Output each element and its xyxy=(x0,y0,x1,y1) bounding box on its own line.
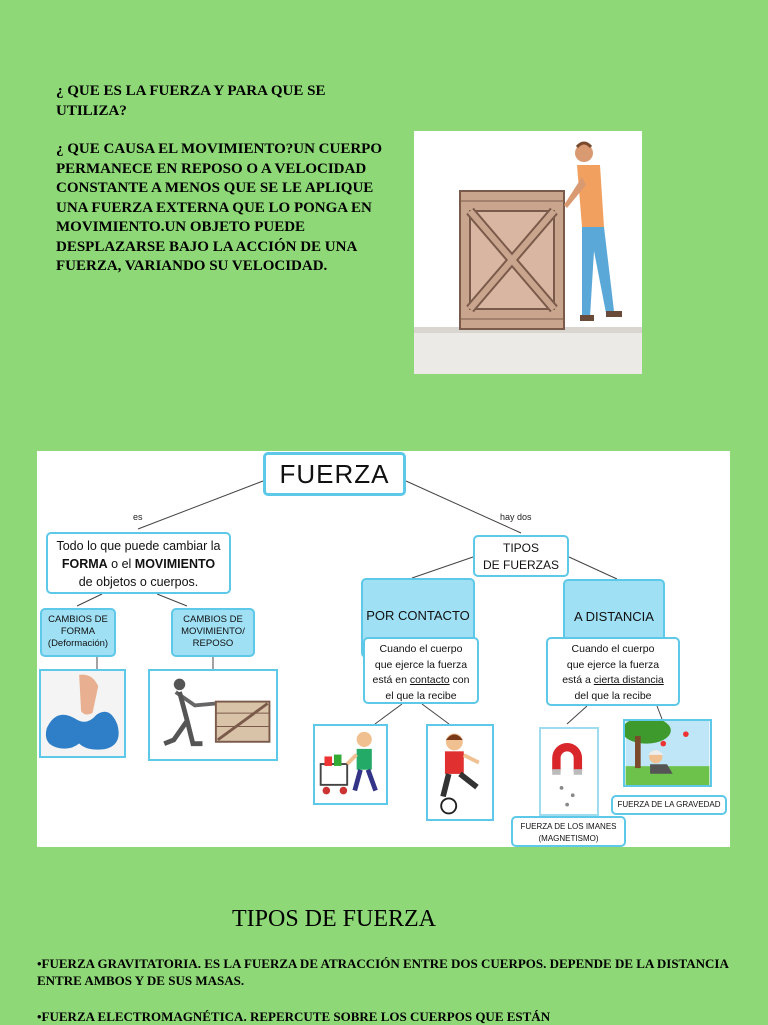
definition-line1: Todo lo que puede cambiar la xyxy=(56,539,221,553)
distancia-description xyxy=(546,637,680,706)
definition-o-el: o el xyxy=(107,557,135,571)
person-pushing-box-image xyxy=(148,669,278,761)
map-title: FUERZA xyxy=(263,452,406,496)
caption-imanes-line2: (MAGNETISMO) xyxy=(538,834,599,843)
contacto-desc-line1: Cuando el cuerpo xyxy=(379,643,463,655)
magnet-image xyxy=(539,727,599,816)
definition-line2 xyxy=(48,555,229,573)
child-pushing-cart-image xyxy=(313,724,388,805)
a-distancia-box: A DISTANCIA xyxy=(563,579,665,655)
distancia-desc-line4: del que la recibe xyxy=(574,689,652,702)
cambios-movimiento-line1: CAMBIOS DE xyxy=(183,614,243,625)
definition-line3: de objetos o cuerpos. xyxy=(78,575,199,589)
distancia-desc-line3 xyxy=(548,673,678,689)
contacto-desc-underline: contacto xyxy=(409,674,450,686)
contacto-description xyxy=(363,637,479,704)
caption-imanes xyxy=(511,816,626,847)
paragraph-electromagnetica: •FUERZA ELECTROMAGNÉTICA. REPERCUTE SOBRE LOS CUERPOS QUE ESTÁN xyxy=(37,1009,551,1024)
caption-gravedad: FUERZA DE LA GRAVEDAD xyxy=(611,795,727,815)
cambios-movimiento-line2: MOVIMIENTO/ xyxy=(181,626,245,637)
link-label-hay-dos: hay dos xyxy=(500,512,532,522)
definition-box xyxy=(46,532,231,594)
distancia-desc-line1: Cuando el cuerpo xyxy=(571,643,655,655)
caption-imanes-line1: FUERZA DE LOS IMANES xyxy=(520,822,617,831)
contacto-desc-line4: el que la recibe xyxy=(385,689,457,702)
newton-apple-tree-image xyxy=(623,719,712,787)
intro-explanation: ¿ QUE CAUSA EL MOVIMIENTO?UN CUERPO PERMANECE EN REPOSO O A VELOCIDAD CONSTANTE A MENOS QUE SE LE APLIQUE UNA FUERZA EXTERNA QUE LO PONGA EN MOVIMIENTO.UN OBJETO PUEDE DESPLAZARSE BAJO LA ACCIÓN DE UNA FUERZA, VARIANDO SU VELOCIDAD. xyxy=(56,141,383,274)
por-contacto-box: POR CONTACTO xyxy=(361,578,475,658)
intro-question: ¿ QUE ES LA FUERZA Y PARA QUE SE UTILIZA? xyxy=(56,83,326,119)
tipos-line2: DE FUERZAS xyxy=(482,558,559,572)
link-label-es: es xyxy=(133,512,143,522)
cambios-movimiento-box xyxy=(171,608,255,657)
sponge-squeeze-image xyxy=(39,669,126,758)
section-title: TIPOS DE FUERZA xyxy=(231,906,436,932)
contacto-desc-line2: que ejerce la fuerza xyxy=(374,658,468,671)
distancia-desc-underline: cierta distancia xyxy=(593,674,664,686)
cambios-movimiento-line3: REPOSO xyxy=(192,638,234,649)
cambios-forma-line3: (Deformación) xyxy=(47,638,109,649)
distancia-desc-3a: está a xyxy=(562,674,594,686)
distancia-desc-line2: que ejerce la fuerza xyxy=(566,658,660,671)
cambios-forma-line2: FORMA xyxy=(60,626,96,637)
contacto-desc-3b: con xyxy=(449,674,470,686)
cambios-forma-box xyxy=(40,608,116,657)
contacto-desc-line3 xyxy=(365,673,477,689)
intro-text xyxy=(56,82,386,296)
definition-forma: FORMA xyxy=(61,557,108,571)
contacto-desc-3a: está en xyxy=(372,674,410,686)
paragraph-gravitatoria: •FUERZA GRAVITATORIA. ES LA FUERZA DE ATRACCIÓN ENTRE DOS CUERPOS. DEPENDE DE LA DISTANCIA ENTRE AMBOS Y DE SUS MASAS. xyxy=(37,956,729,988)
boy-kicking-ball-image xyxy=(426,724,494,821)
definition-movimiento: MOVIMIENTO xyxy=(134,557,216,571)
cambios-forma-line1: CAMBIOS DE xyxy=(48,614,108,625)
tipos-line1: TIPOS xyxy=(502,541,539,555)
tipos-box xyxy=(473,535,569,577)
concept-map xyxy=(37,451,730,847)
man-pushing-crate-image xyxy=(414,131,642,374)
